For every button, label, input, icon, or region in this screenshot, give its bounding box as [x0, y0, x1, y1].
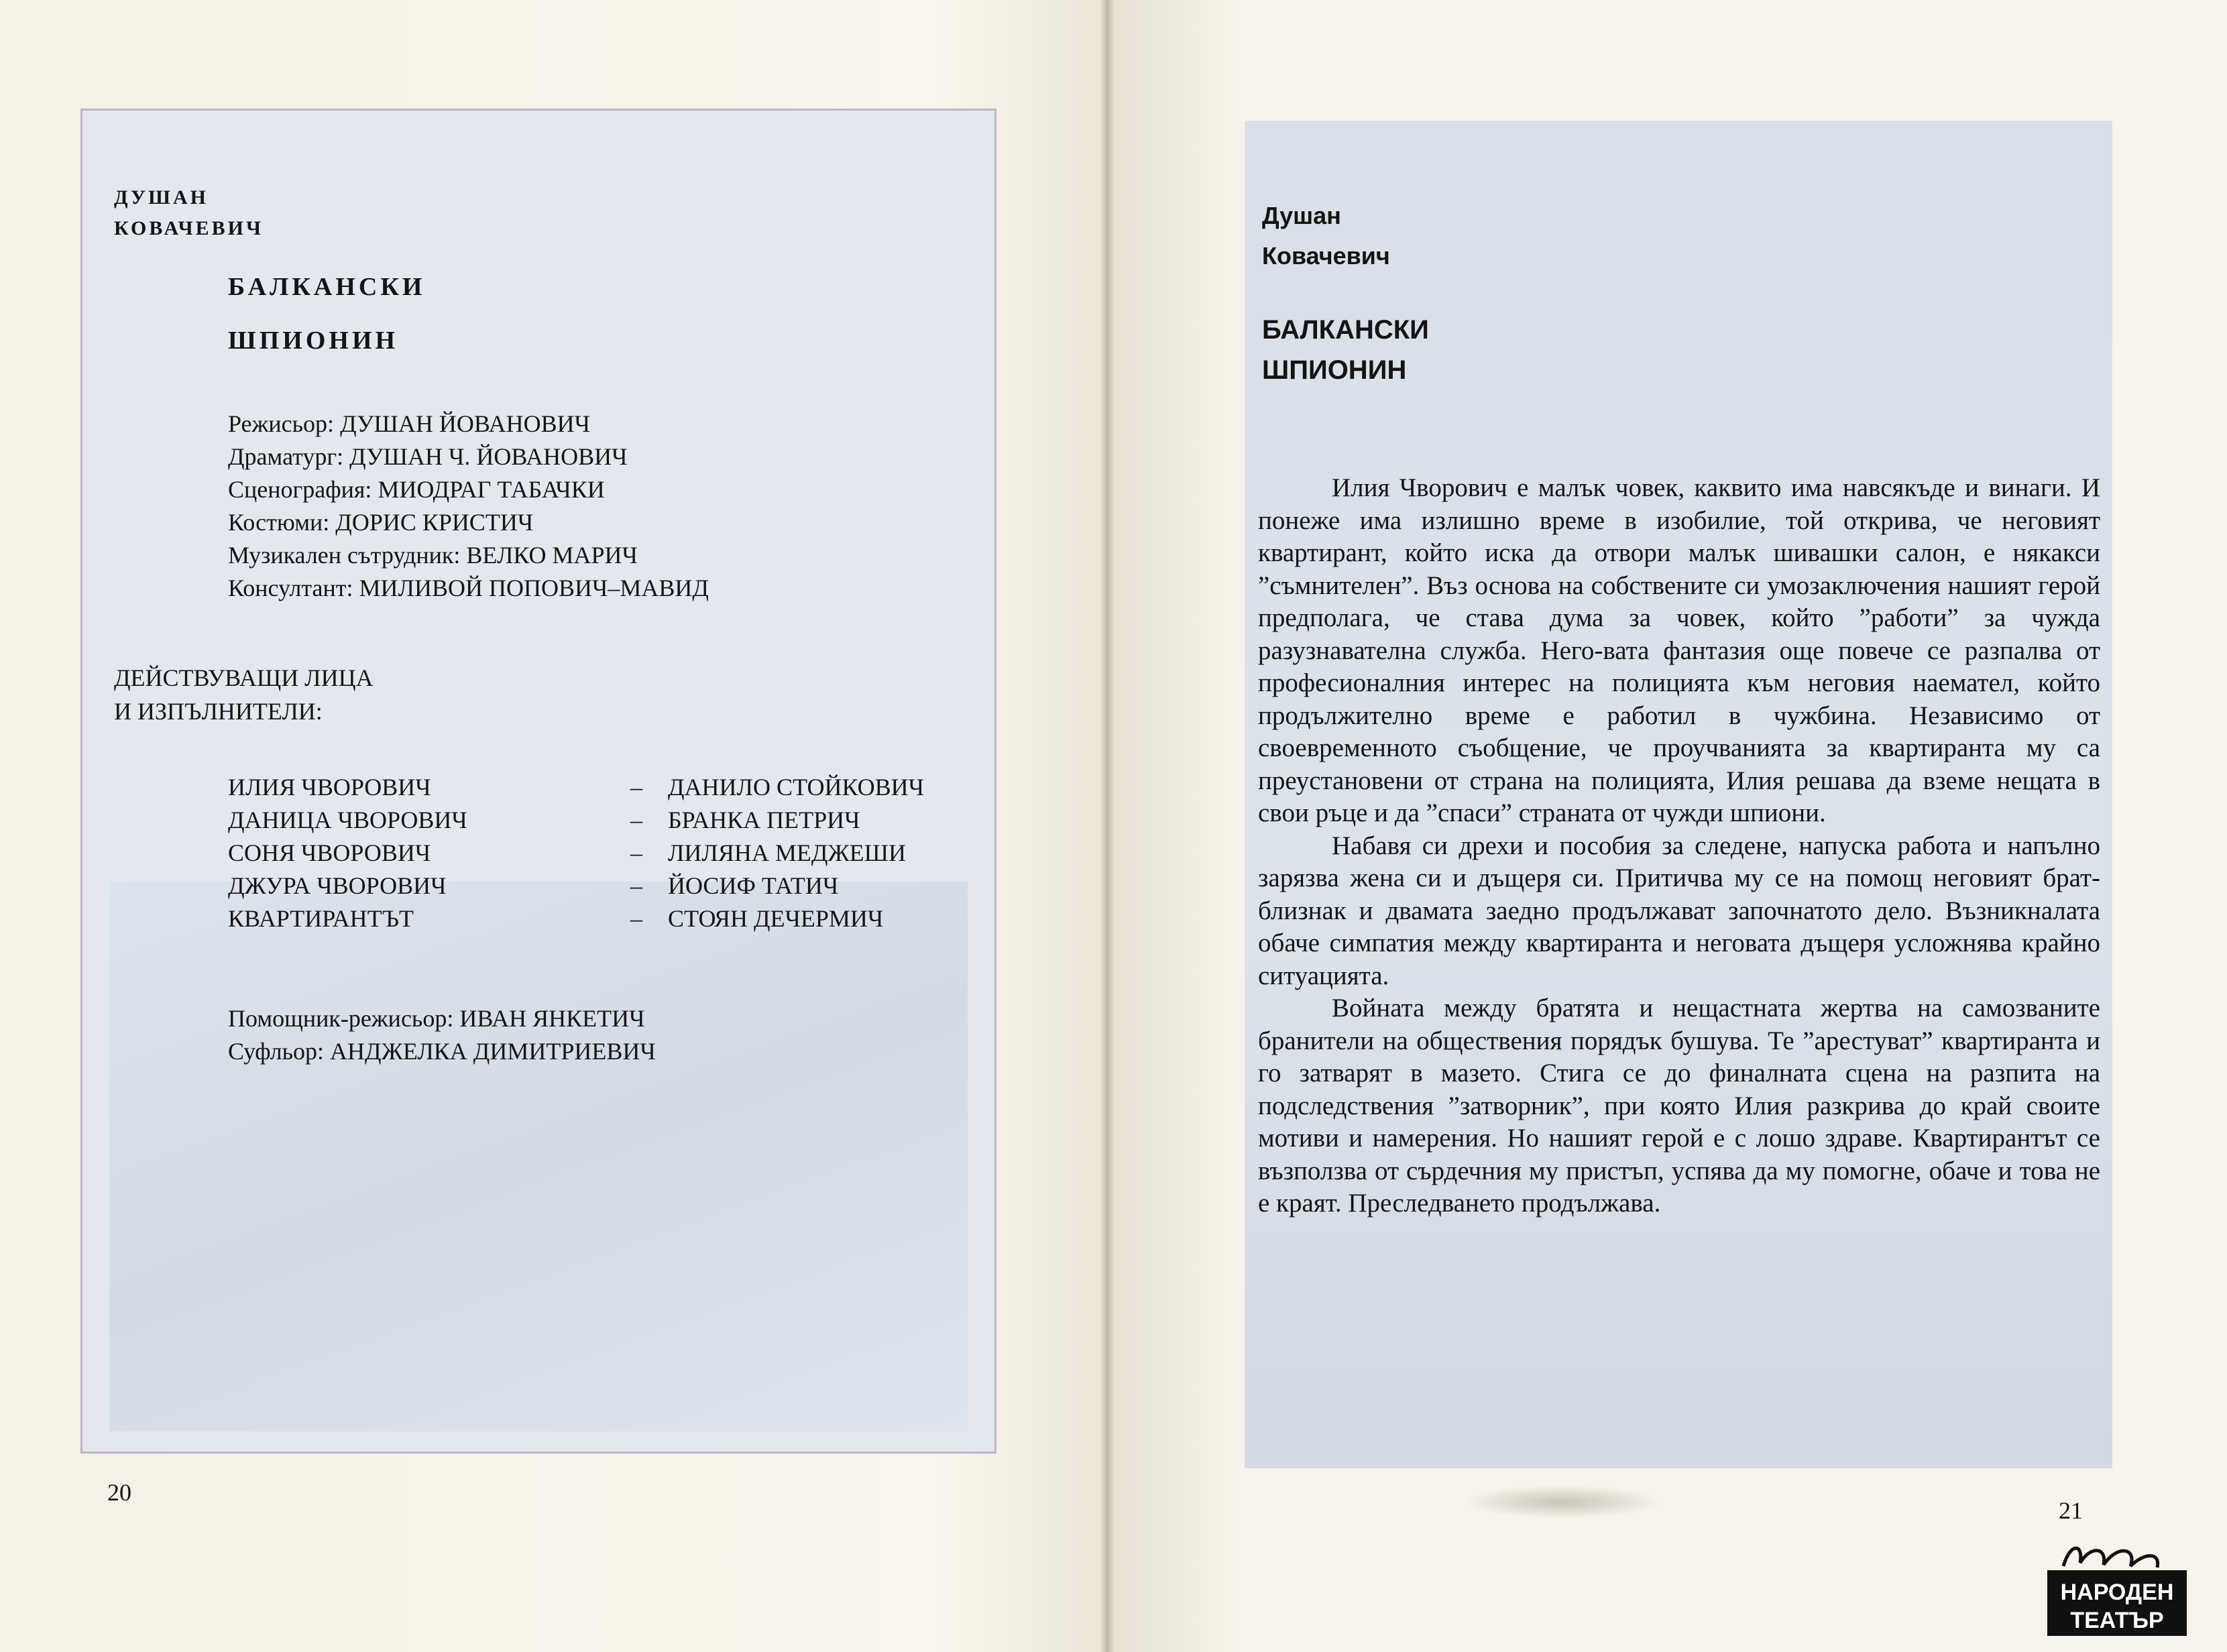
assistants-list [228, 1002, 656, 1068]
page-number-left: 20 [107, 1479, 131, 1506]
cast-actor-row: – СТОЯН ДЕЧЕРМИЧ [630, 905, 884, 932]
signature-mark [2063, 1548, 2158, 1568]
play-title-right: БАЛКАНСКИ ШПИОНИН [1262, 315, 1429, 385]
prompter: Суфльор: АНДЖЕЛКА ДИМИТРИЕВИЧ [228, 1038, 656, 1065]
cast-actors [630, 771, 924, 935]
credit-music: Музикален сътрудник: ВЕЛКО МАРИЧ [228, 542, 638, 569]
cast-roles [228, 771, 467, 935]
cast-actor-row: – ЛИЛЯНА МЕДЖЕШИ [630, 839, 906, 866]
credits-list [228, 408, 709, 605]
cast-role: ИЛИЯ ЧВОРОВИЧ [228, 774, 431, 801]
book-gutter [1100, 0, 1115, 1652]
left-page [0, 0, 1106, 1652]
credit-director: Режисьор: ДУШАН ЙОВАНОВИЧ [228, 410, 590, 437]
national-theatre-logo [2043, 1539, 2191, 1640]
synopsis-paragraph: Илия Чворович е малък човек, каквито има навсякъде и винаги. И понеже има излишно време в изобилие, той открива, че неговият квартирант, който иска да отвори малък шивашки салон, е някакси ”съмнителен”. Въз основа на собствените си умозаключения нашият герой предполага, че става дума за човек, който ”работи” за чужда разузнавателна служба. Него-вата фантазия още повече се разпалва от професионалния интерес на полицията към неговия наемател, който продължително време е работил в чужбина. Независимо от своевременното съобщение, че проучванията за квартиранта му са преустановени от страна на полицията, Илия решава да вземе нещата в свои ръце и да ”спаси” страната от чужди шпиони. [1258, 473, 2100, 827]
synopsis-text [1258, 472, 2100, 1220]
assistant-director: Помощник-режисьор: ИВАН ЯНКЕТИЧ [228, 1005, 645, 1032]
cast-actor-row: – БРАНКА ПЕТРИЧ [630, 807, 860, 833]
cast-actor-row: – ЙОСИФ ТАТИЧ [630, 872, 839, 899]
play-title: БАЛКАНСКИ ШПИОНИН [228, 273, 426, 355]
cast-role: ДЖУРА ЧВОРОВИЧ [228, 872, 447, 899]
svg-text:ТЕАТЪР: ТЕАТЪР [2070, 1608, 2164, 1633]
author-name: ДУШАН КОВАЧЕВИЧ [114, 186, 264, 239]
synopsis-paragraph: Войната между братята и нещастната жертва на самозваните бранители на обществения порядък бушува. Те ”арестуват” квартиранта и го затварят в мазето. Стига се до финалната сцена на разпита на подследствения ”затворник”, при която Илия разкрива до край своите мотиви и намерения. Но нашият герой е с лошо здраве. Квартирантът се възползва от сърдечния му пристъп, успява да му помогне, обаче и това не е краят. Преследването продължава. [1258, 994, 2100, 1218]
credit-scenography: Сценография: МИОДРАГ ТАБАЧКИ [228, 476, 605, 503]
cast-role: СОНЯ ЧВОРОВИЧ [228, 839, 431, 866]
cast-heading: ДЕЙСТВУВАЩИ ЛИЦА И ИЗПЪЛНИТЕЛИ: [114, 664, 374, 725]
credit-costumes: Костюми: ДОРИС КРИСТИЧ [228, 509, 534, 536]
credit-consultant: Консултант: МИЛИВОЙ ПОПОВИЧ–МАВИД [228, 575, 709, 601]
page-number-right: 21 [2059, 1497, 2083, 1524]
cast-role: КВАРТИРАНТЪТ [228, 905, 414, 932]
author-name-right: Душан Ковачевич [1262, 202, 1390, 270]
credit-dramaturg: Драматург: ДУШАН Ч. ЙОВАНОВИЧ [228, 443, 628, 470]
synopsis-paragraph: Набавя си дрехи и пособия за следене, напуска работа и напълно зарязва жена си и дъщеря си. Притичва му се на помощ неговият брат-близнак и двамата заедно продължават започнатото дело. Възникналата обаче симпатия между квартиранта и неговата дъщеря усложнява крайно ситуацията. [1258, 831, 2100, 990]
print-smudge [1462, 1485, 1663, 1519]
svg-text:НАРОДЕН: НАРОДЕН [2060, 1580, 2174, 1605]
cast-role: ДАНИЦА ЧВОРОВИЧ [228, 807, 467, 833]
cast-actor-row: – ДАНИЛО СТОЙКОВИЧ [630, 774, 925, 801]
